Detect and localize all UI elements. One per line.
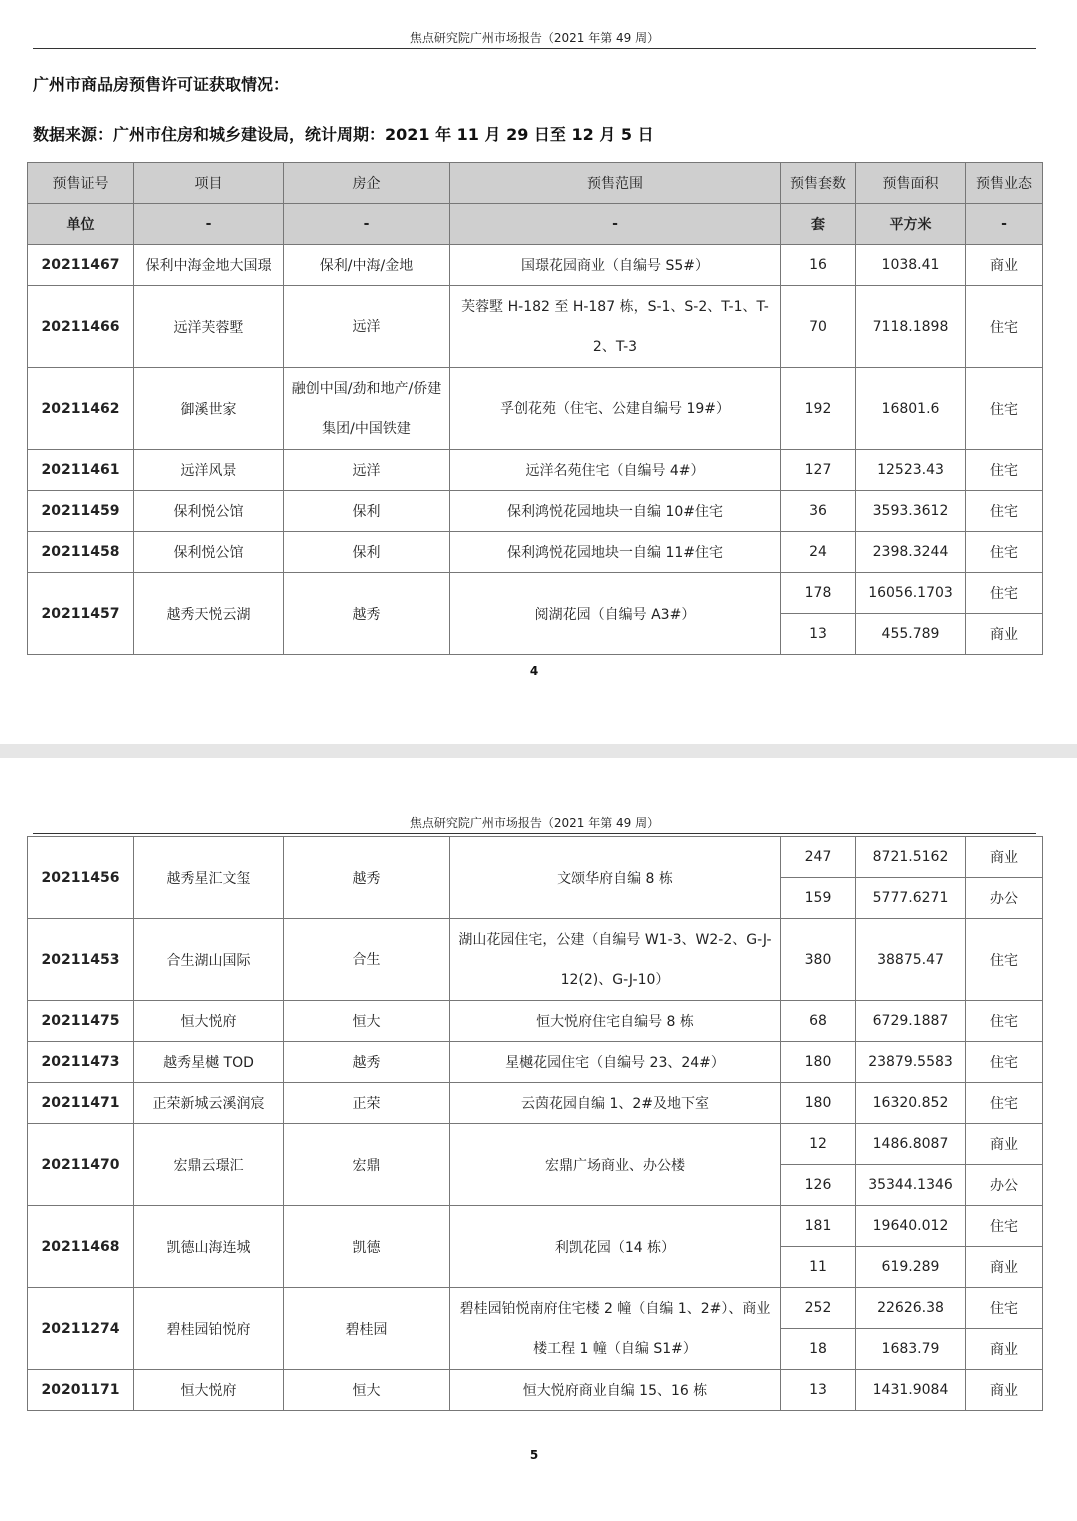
column-header: 预售套数 — [781, 163, 856, 204]
developer-cell: 凯德 — [284, 1206, 450, 1288]
area-cell: 23879.5583 — [856, 1042, 966, 1083]
scope-cell: 恒大悦府商业自编 15、16 栋 — [450, 1370, 781, 1411]
presale-permit-table-page5 — [27, 836, 1043, 1411]
project-cell: 保利悦公馆 — [134, 532, 284, 573]
scope-cell: 国璟花园商业（自编号 S5#） — [450, 245, 781, 286]
usage-type-cell: 商业 — [966, 245, 1043, 286]
usage-type-cell: 住宅 — [966, 1206, 1043, 1247]
page-header: 焦点研究院广州市场报告（2021 年第 49 周） — [33, 28, 1036, 49]
usage-type-cell: 商业 — [966, 614, 1043, 655]
unit-count-cell: 11 — [781, 1247, 856, 1288]
area-cell: 3593.3612 — [856, 491, 966, 532]
usage-type-cell: 住宅 — [966, 1042, 1043, 1083]
area-cell: 2398.3244 — [856, 532, 966, 573]
usage-type-cell: 住宅 — [966, 573, 1043, 614]
permit-number-cell: 20211456 — [28, 837, 134, 919]
usage-type-cell: 住宅 — [966, 1001, 1043, 1042]
area-cell: 1683.79 — [856, 1329, 966, 1370]
presale-permit-table-page4 — [27, 162, 1043, 655]
unit-count-cell: 181 — [781, 1206, 856, 1247]
usage-type-cell: 住宅 — [966, 450, 1043, 491]
project-cell: 保利悦公馆 — [134, 491, 284, 532]
unit-cell: - — [284, 204, 450, 245]
usage-type-cell: 住宅 — [966, 491, 1043, 532]
project-cell: 越秀天悦云湖 — [134, 573, 284, 655]
table-header-row — [28, 163, 1043, 204]
column-header: 预售证号 — [28, 163, 134, 204]
unit-cell: - — [966, 204, 1043, 245]
project-cell: 恒大悦府 — [134, 1001, 284, 1042]
developer-cell: 合生 — [284, 919, 450, 1001]
usage-type-cell: 商业 — [966, 837, 1043, 878]
area-cell: 1486.8087 — [856, 1124, 966, 1165]
unit-cell: - — [450, 204, 781, 245]
scope-cell: 保利鸿悦花园地块一自编 11#住宅 — [450, 532, 781, 573]
project-cell: 越秀星汇文玺 — [134, 837, 284, 919]
permit-number-cell: 20211274 — [28, 1288, 134, 1370]
project-cell: 远洋芙蓉墅 — [134, 286, 284, 368]
column-header: 预售范围 — [450, 163, 781, 204]
scope-cell: 阅湖花园（自编号 A3#） — [450, 573, 781, 655]
permit-number-cell: 20211453 — [28, 919, 134, 1001]
project-cell: 碧桂园铂悦府 — [134, 1288, 284, 1370]
unit-count-cell: 13 — [781, 614, 856, 655]
developer-cell: 越秀 — [284, 1042, 450, 1083]
table-row — [28, 1288, 1043, 1329]
column-header: 预售面积 — [856, 163, 966, 204]
unit-count-cell: 180 — [781, 1042, 856, 1083]
scope-cell: 远洋名苑住宅（自编号 4#） — [450, 450, 781, 491]
unit-cell: - — [134, 204, 284, 245]
scope-cell: 恒大悦府住宅自编号 8 栋 — [450, 1001, 781, 1042]
permit-number-cell: 20211471 — [28, 1083, 134, 1124]
area-cell: 455.789 — [856, 614, 966, 655]
unit-count-cell: 180 — [781, 1083, 856, 1124]
project-cell: 宏鼎云璟汇 — [134, 1124, 284, 1206]
table-unit-row — [28, 204, 1043, 245]
data-source-line: 数据来源：广州市住房和城乡建设局，统计周期：2021 年 11 月 29 日至 12 月 5 日 — [33, 125, 654, 144]
developer-cell: 正荣 — [284, 1083, 450, 1124]
developer-cell: 融创中国/劲和地产/侨建集团/中国铁建 — [284, 368, 450, 450]
usage-type-cell: 住宅 — [966, 286, 1043, 368]
unit-count-cell: 159 — [781, 878, 856, 919]
scope-cell: 芙蓉墅 H-182 至 H-187 栋，S-1、S-2、T-1、T-2、T-3 — [450, 286, 781, 368]
table-row — [28, 1042, 1043, 1083]
project-cell: 御溪世家 — [134, 368, 284, 450]
table-row — [28, 532, 1043, 573]
unit-count-cell: 68 — [781, 1001, 856, 1042]
project-cell: 正荣新城云溪润宸 — [134, 1083, 284, 1124]
scope-cell: 碧桂园铂悦南府住宅楼 2 幢（自编 1、2#）、商业楼工程 1 幢（自编 S1#） — [450, 1288, 781, 1370]
table-row — [28, 1370, 1043, 1411]
table-row — [28, 450, 1043, 491]
usage-type-cell: 商业 — [966, 1124, 1043, 1165]
page-number: 4 — [529, 664, 539, 678]
permit-number-cell: 20211459 — [28, 491, 134, 532]
area-cell: 1431.9084 — [856, 1370, 966, 1411]
permit-number-cell: 20211468 — [28, 1206, 134, 1288]
developer-cell: 保利 — [284, 491, 450, 532]
permit-number-cell: 20211462 — [28, 368, 134, 450]
unit-count-cell: 70 — [781, 286, 856, 368]
unit-count-cell: 18 — [781, 1329, 856, 1370]
area-cell: 8721.5162 — [856, 837, 966, 878]
developer-cell: 越秀 — [284, 837, 450, 919]
area-cell: 22626.38 — [856, 1288, 966, 1329]
scope-cell: 宏鼎广场商业、办公楼 — [450, 1124, 781, 1206]
developer-cell: 碧桂园 — [284, 1288, 450, 1370]
area-cell: 12523.43 — [856, 450, 966, 491]
scope-cell: 保利鸿悦花园地块一自编 10#住宅 — [450, 491, 781, 532]
developer-cell: 越秀 — [284, 573, 450, 655]
unit-count-cell: 16 — [781, 245, 856, 286]
unit-count-cell: 127 — [781, 450, 856, 491]
scope-cell: 云茵花园自编 1、2#及地下室 — [450, 1083, 781, 1124]
table-row — [28, 368, 1043, 450]
unit-count-cell: 36 — [781, 491, 856, 532]
table-row — [28, 573, 1043, 614]
usage-type-cell: 商业 — [966, 1329, 1043, 1370]
table-row — [28, 1206, 1043, 1247]
table-row — [28, 491, 1043, 532]
permit-number-cell: 20211475 — [28, 1001, 134, 1042]
area-cell: 1038.41 — [856, 245, 966, 286]
table-row — [28, 245, 1043, 286]
developer-cell: 宏鼎 — [284, 1124, 450, 1206]
unit-count-cell: 126 — [781, 1165, 856, 1206]
developer-cell: 保利/中海/金地 — [284, 245, 450, 286]
area-cell: 38875.47 — [856, 919, 966, 1001]
permit-number-cell: 20211461 — [28, 450, 134, 491]
table-row — [28, 286, 1043, 368]
permit-number-cell: 20211457 — [28, 573, 134, 655]
project-cell: 合生湖山国际 — [134, 919, 284, 1001]
usage-type-cell: 住宅 — [966, 1288, 1043, 1329]
unit-cell: 单位 — [28, 204, 134, 245]
project-cell: 远洋风景 — [134, 450, 284, 491]
unit-count-cell: 247 — [781, 837, 856, 878]
table-row — [28, 1001, 1043, 1042]
usage-type-cell: 住宅 — [966, 1083, 1043, 1124]
column-header: 预售业态 — [966, 163, 1043, 204]
usage-type-cell: 办公 — [966, 878, 1043, 919]
page-number: 5 — [529, 1448, 539, 1462]
usage-type-cell: 办公 — [966, 1165, 1043, 1206]
area-cell: 619.289 — [856, 1247, 966, 1288]
unit-count-cell: 12 — [781, 1124, 856, 1165]
developer-cell: 保利 — [284, 532, 450, 573]
developer-cell: 远洋 — [284, 450, 450, 491]
usage-type-cell: 住宅 — [966, 532, 1043, 573]
page-separator — [0, 744, 1077, 758]
area-cell: 19640.012 — [856, 1206, 966, 1247]
developer-cell: 远洋 — [284, 286, 450, 368]
area-cell: 7118.1898 — [856, 286, 966, 368]
scope-cell: 湖山花园住宅，公建（自编号 W1-3、W2-2、G-J-12(2)、G-J-10） — [450, 919, 781, 1001]
usage-type-cell: 商业 — [966, 1247, 1043, 1288]
usage-type-cell: 住宅 — [966, 919, 1043, 1001]
page-header: 焦点研究院广州市场报告（2021 年第 49 周） — [33, 813, 1036, 834]
usage-type-cell: 商业 — [966, 1370, 1043, 1411]
section-title: 广州市商品房预售许可证获取情况： — [33, 75, 290, 94]
permit-number-cell: 20211467 — [28, 245, 134, 286]
permit-number-cell: 20211470 — [28, 1124, 134, 1206]
table-row — [28, 1083, 1043, 1124]
scope-cell: 孚创花苑（住宅、公建自编号 19#） — [450, 368, 781, 450]
usage-type-cell: 住宅 — [966, 368, 1043, 450]
area-cell: 35344.1346 — [856, 1165, 966, 1206]
unit-count-cell: 380 — [781, 919, 856, 1001]
scope-cell: 文颂华府自编 8 栋 — [450, 837, 781, 919]
project-cell: 凯德山海连城 — [134, 1206, 284, 1288]
project-cell: 越秀星樾 TOD — [134, 1042, 284, 1083]
permit-number-cell: 20211466 — [28, 286, 134, 368]
developer-cell: 恒大 — [284, 1001, 450, 1042]
permit-number-cell: 20211473 — [28, 1042, 134, 1083]
scope-cell: 利凯花园（14 栋） — [450, 1206, 781, 1288]
unit-count-cell: 13 — [781, 1370, 856, 1411]
table-row — [28, 837, 1043, 878]
unit-count-cell: 24 — [781, 532, 856, 573]
table-row — [28, 1124, 1043, 1165]
developer-cell: 恒大 — [284, 1370, 450, 1411]
permit-number-cell: 20201171 — [28, 1370, 134, 1411]
table-row — [28, 919, 1043, 1001]
area-cell: 16320.852 — [856, 1083, 966, 1124]
scope-cell: 星樾花园住宅（自编号 23、24#） — [450, 1042, 781, 1083]
area-cell: 6729.1887 — [856, 1001, 966, 1042]
area-cell: 16056.1703 — [856, 573, 966, 614]
unit-count-cell: 178 — [781, 573, 856, 614]
column-header: 项目 — [134, 163, 284, 204]
unit-cell: 平方米 — [856, 204, 966, 245]
unit-cell: 套 — [781, 204, 856, 245]
project-cell: 保利中海金地大国璟 — [134, 245, 284, 286]
unit-count-cell: 192 — [781, 368, 856, 450]
area-cell: 16801.6 — [856, 368, 966, 450]
project-cell: 恒大悦府 — [134, 1370, 284, 1411]
column-header: 房企 — [284, 163, 450, 204]
area-cell: 5777.6271 — [856, 878, 966, 919]
unit-count-cell: 252 — [781, 1288, 856, 1329]
permit-number-cell: 20211458 — [28, 532, 134, 573]
